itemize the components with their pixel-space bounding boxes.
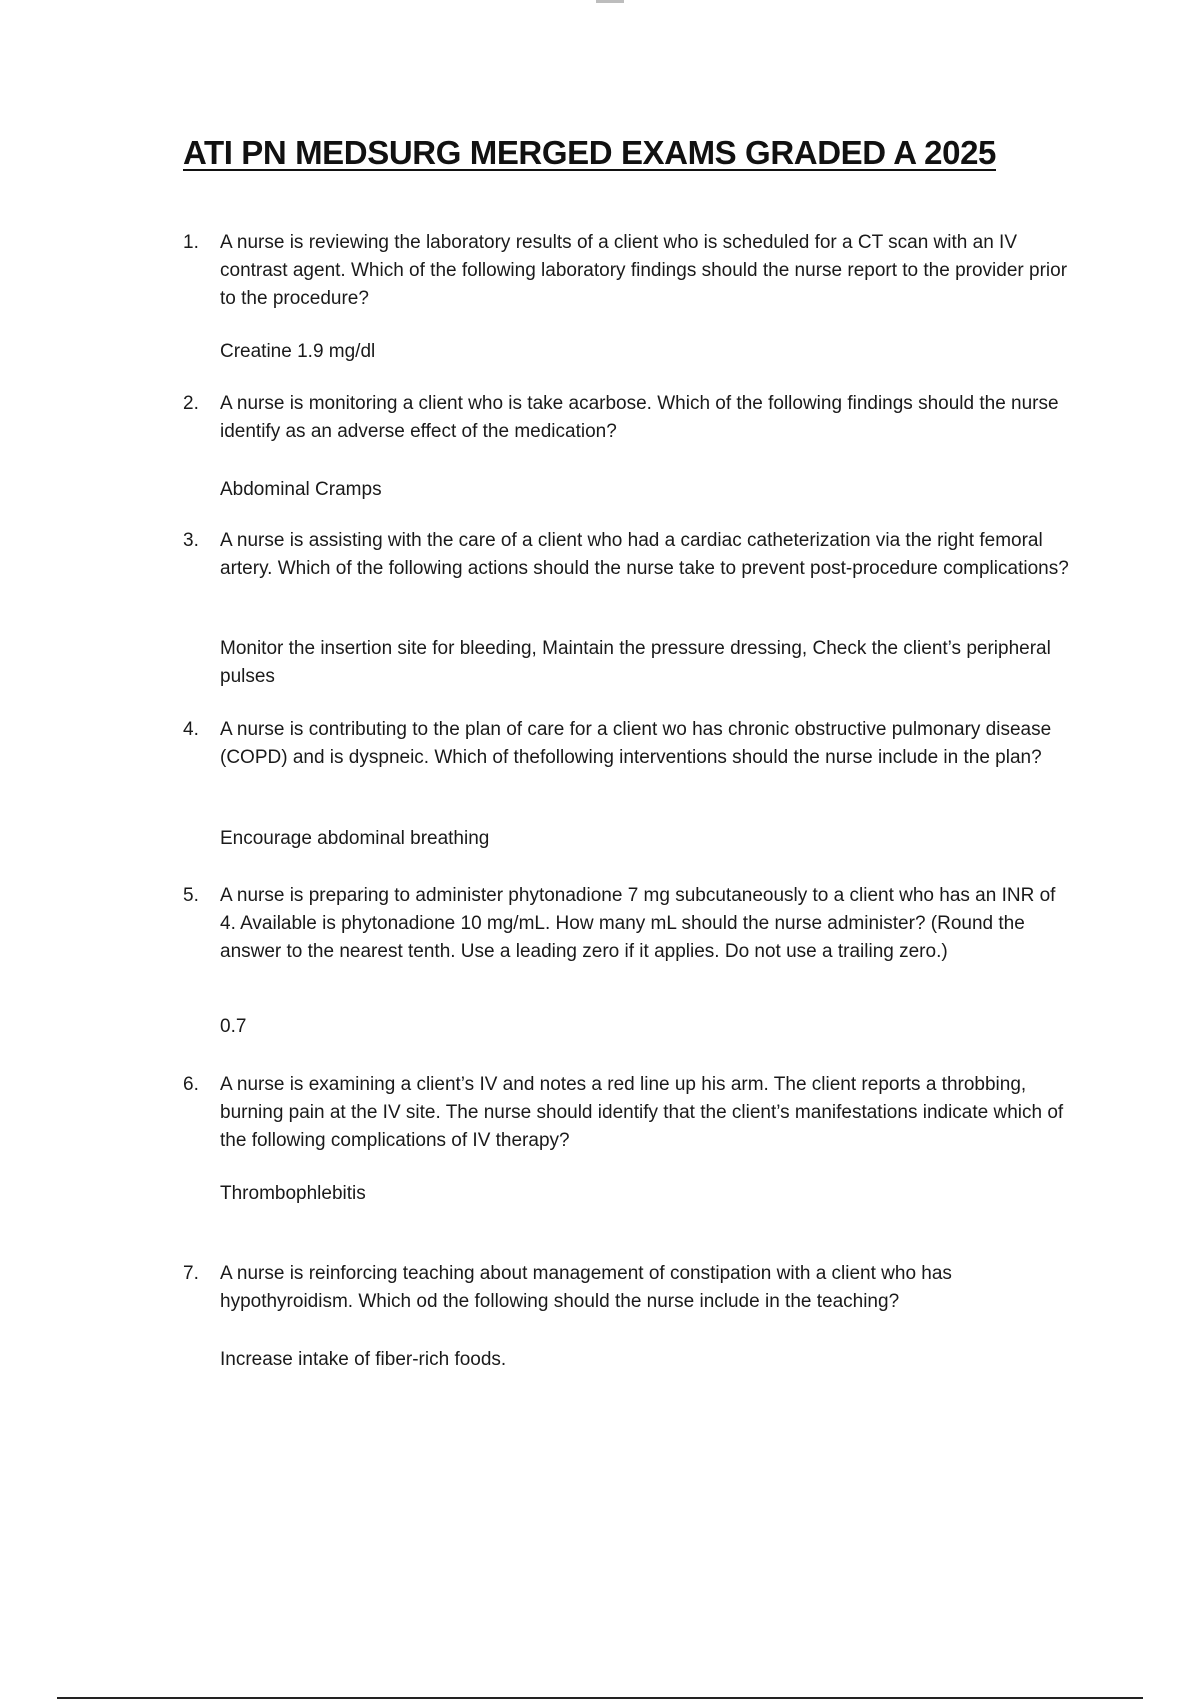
- question-answer: Creatine 1.9 mg/dl: [220, 341, 376, 362]
- question-number: 7.: [183, 1263, 199, 1284]
- question-text: A nurse is contributing to the plan of care for a client wo has chronic obstructive pulmonary disease (COPD) and is dyspneic. Which of thefollowing interventions should the nurse include in the plan?: [220, 719, 1052, 768]
- question-answer: Abdominal Cramps: [220, 479, 382, 500]
- question-text: A nurse is examining a client’s IV and notes a red line up his arm. The client reports a throbbing, burning pain at the IV site. The nurse should identify that the client’s manifestations indicate which of the following complications of IV therapy?: [220, 1074, 1064, 1151]
- question-answer: Encourage abdominal breathing: [220, 828, 490, 849]
- question-text: A nurse is monitoring a client who is take acarbose. Which of the following findings should the nurse identify as an adverse effect of the medication?: [220, 393, 1059, 442]
- question-text: A nurse is assisting with the care of a client who had a cardiac catheterization via the right femoral artery. Which of the following actions should the nurse take to prevent post-procedure complications?: [220, 530, 1069, 579]
- question-number: 4.: [183, 719, 199, 740]
- question-text: A nurse is reviewing the laboratory results of a client who is scheduled for a CT scan with an IV contrast agent. Which of the following laboratory findings should the nurse report to the provider prior to the procedure?: [220, 232, 1068, 309]
- question-answer: Monitor the insertion site for bleeding, Maintain the pressure dressing, Check the client’s peripheral pulses: [220, 638, 1051, 687]
- question-answer: Thrombophlebitis: [220, 1183, 366, 1204]
- question-text: A nurse is preparing to administer phytonadione 7 mg subcutaneously to a client who has an INR of 4. Available is phytonadione 10 mg/mL. How many mL should the nurse administer? (Round the answer to the nearest tenth. Use a leading zero if it applies. Do not use a trailing zero.): [220, 885, 1056, 962]
- question-number: 6.: [183, 1074, 199, 1095]
- question-answer: 0.7: [220, 1016, 247, 1037]
- page-bottom-rule: [57, 1697, 1143, 1699]
- question-number: 3.: [183, 530, 199, 551]
- question-number: 5.: [183, 885, 199, 906]
- question-answer: Increase intake of fiber-rich foods.: [220, 1349, 507, 1370]
- question-text: A nurse is reinforcing teaching about management of constipation with a client who has hypothyroidism. Which od the following should the nurse include in the teaching?: [220, 1263, 952, 1312]
- question-number: 2.: [183, 393, 199, 414]
- document-title: ATI PN MEDSURG MERGED EXAMS GRADED A 2025: [183, 134, 996, 171]
- question-number: 1.: [183, 232, 199, 253]
- page-top-mark: [596, 0, 624, 3]
